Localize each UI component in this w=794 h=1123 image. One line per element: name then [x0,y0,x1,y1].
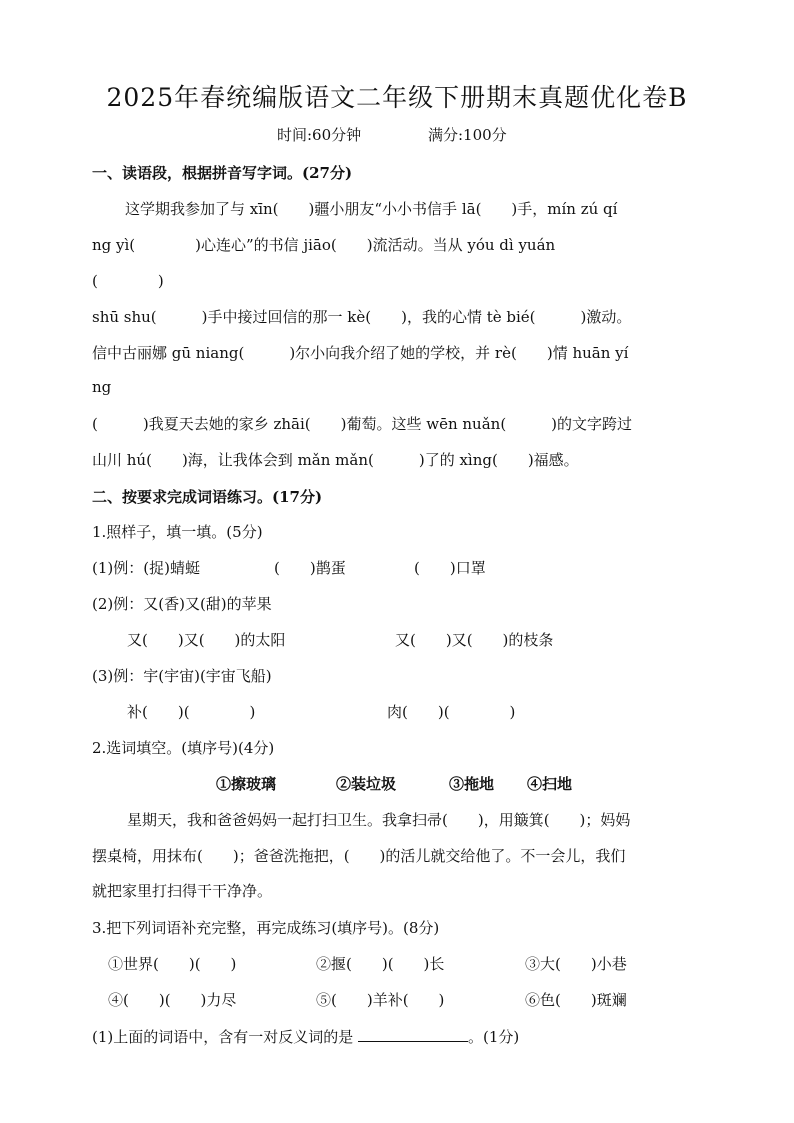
s1-line-4: shū shu( )手中接过回信的那一 kè( )，我的心情 tè bié( )激动。 [92,308,632,326]
s1-line-1: 这学期我参加了与 xīn( )疆小朋友“小小书信手 lā( )手，mín zú qí [125,200,618,218]
q1-3-example: (3)例：宇(宇宙)(宇宙飞船) [92,667,272,685]
q3-1-question [92,1026,519,1047]
q2-title: 2.选词填空。(填序号)(4分) [92,739,275,757]
q1-title: 1.照样子，填一填。(5分) [92,523,263,541]
full-score: 满分:100分 [428,126,507,144]
page-title: 2025年春统编版语文二年级下册期末真题优化卷B [106,83,688,112]
q3-item-3: ③大( )小巷 [525,955,627,973]
q3-item-2: ②揠( )( )长 [316,955,445,973]
q2-line-1: 星期天，我和爸爸妈妈一起打扫卫生。我拿扫帚( )，用簸箕( )；妈妈 [127,811,631,829]
q3-1-points: 。(1分) [468,1028,520,1046]
q1-1-blank-a: ( )鹊蛋 [274,559,346,577]
s1-line-6: ng [92,378,112,396]
q2-option-3: ③拖地 [449,775,495,793]
q3-item-5: ⑤( )羊补( ) [316,991,445,1009]
q1-3-blank-b: 肉( )( ) [387,703,516,721]
q1-3-blank-a: 补( )( ) [127,703,256,721]
section-1-heading: 一、读语段，根据拼音写字词。(27分) [92,164,353,182]
time-limit: 时间:60分钟 [277,126,362,144]
q1-2-example: (2)例：又(香)又(甜)的苹果 [92,595,272,613]
q3-item-4: ④( )( )力尽 [108,991,237,1009]
q2-option-1: ①擦玻璃 [216,775,277,793]
q3-item-1: ①世界( )( ) [108,955,237,973]
q1-2-blank-a: 又( )又( )的太阳 [127,631,286,649]
s1-line-2: ng yì( )心连心”的书信 jiāo( )流活动。当从 yóu dì yuán [92,236,556,254]
q3-1-text: (1)上面的词语中，含有一对反义词的是 [92,1028,354,1046]
q1-1-blank-b: ( )口罩 [414,559,486,577]
q1-2-blank-b: 又( )又( )的枝条 [395,631,554,649]
q2-option-2: ②装垃圾 [336,775,397,793]
q2-line-2: 摆桌椅，用抹布( )；爸爸洗拖把，( )的活儿就交给他了。不一会儿，我们 [92,847,626,865]
section-2-heading: 二、按要求完成词语练习。(17分) [92,488,323,506]
s1-line-8: 山川 hú( )海，让我体会到 mǎn mǎn( )了的 xìng( )福感。 [92,451,579,469]
s1-line-7: ( )我夏天去她的家乡 zhāi( )葡萄。这些 wēn nuǎn( )的文字跨过 [92,415,633,433]
answer-blank[interactable] [358,1027,468,1042]
s1-line-3: ( ) [92,272,164,290]
q2-option-4: ④扫地 [527,775,573,793]
q3-title: 3.把下列词语补充完整，再完成练习(填序号)。(8分) [92,919,440,937]
q3-item-6: ⑥色( )斑斓 [525,991,627,1009]
q1-1-example: (1)例：(捉)蜻蜓 [92,559,200,577]
s1-line-5: 信中古丽娜 gū niang( )尔小向我介绍了她的学校，并 rè( )情 huān yí [92,344,629,362]
q2-line-3: 就把家里打扫得干干净净。 [92,882,273,900]
